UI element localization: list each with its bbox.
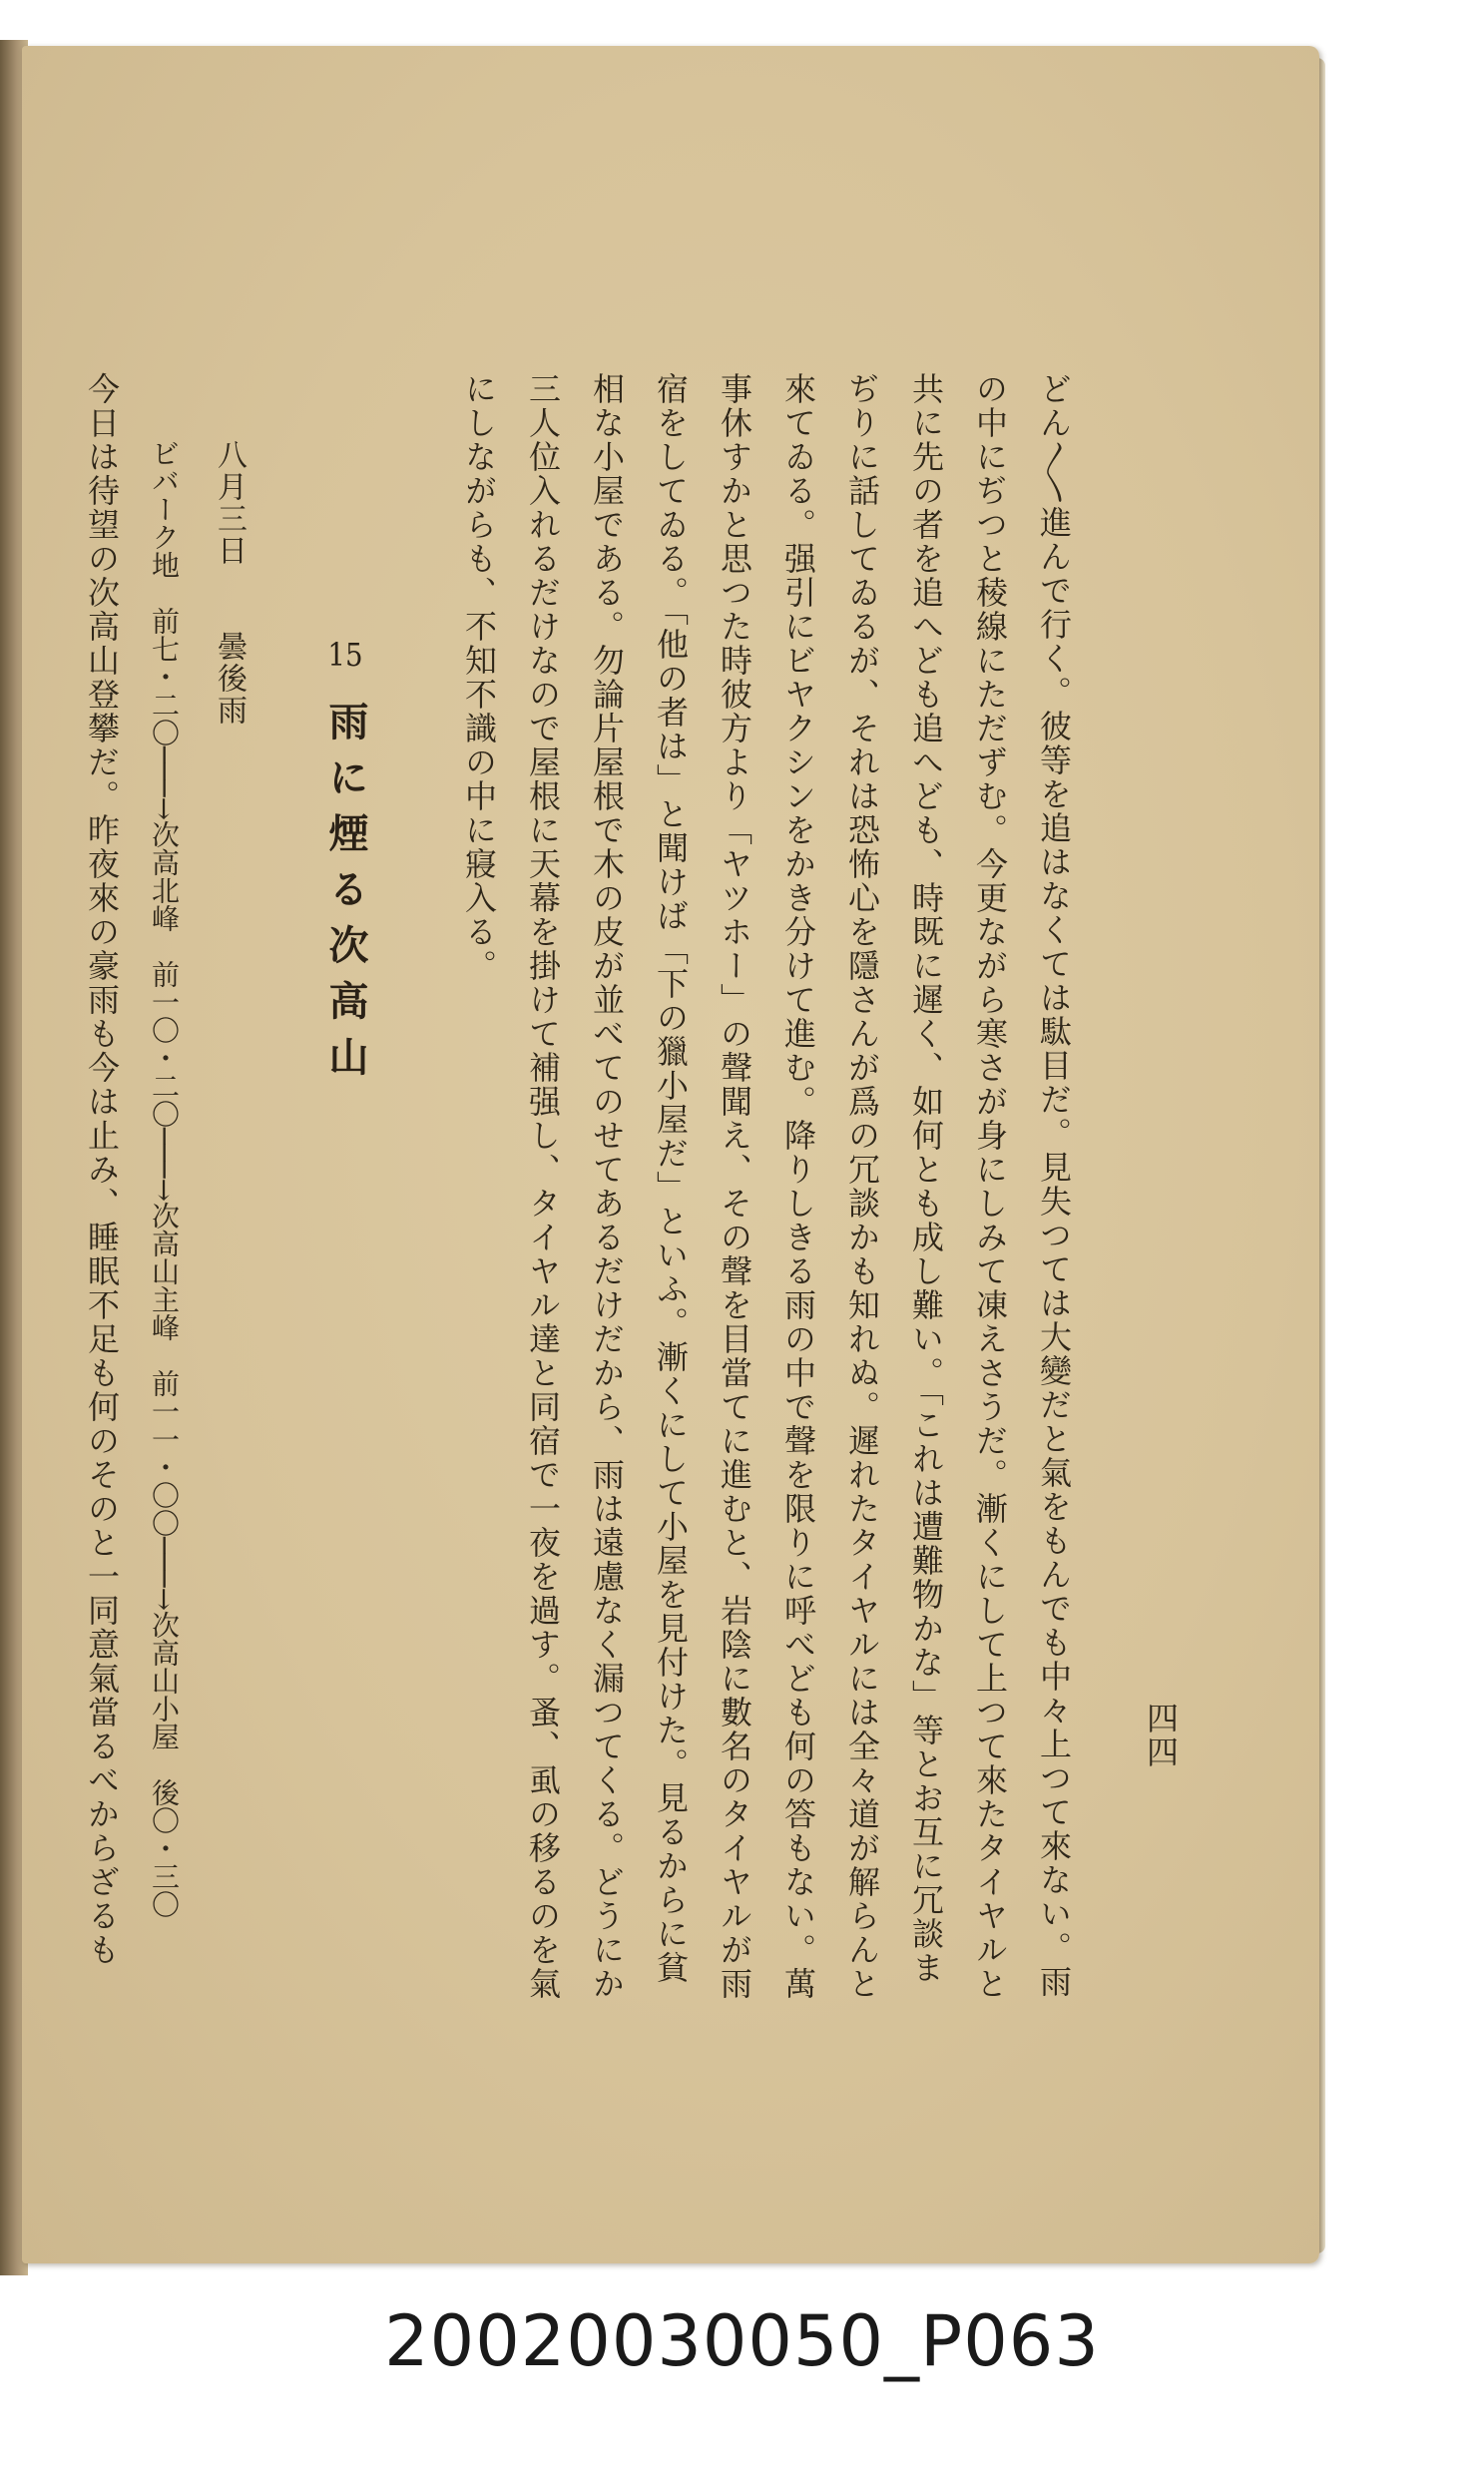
date-line: 八月三日 曇後雨 [212,439,247,727]
body-column: 宿をしてゐる。「他の者は」と聞けば「下の獵小屋だ」といふ。漸くにして小屋を見付けた。見るからに貧 [652,372,690,1985]
body-column: 相な小屋である。勿論片屋根で木の皮が並べてのせてあるだけだから、雨は遠慮なく漏つてくる。どうにか [588,372,626,2001]
section-heading [317,639,374,1092]
body-column: 共に先の者を追へども追へども、時既に遲く、如何とも成し難い。「これは遭難物かな」等とお互に冗談ま [907,372,945,1985]
image-caption: 20020030050_P063 [384,2300,1100,2382]
body-column: 今日は待望の次高山登攀だ。昨夜來の豪雨も今は止み、睡眠不足も何のそのと一同意氣當るべからざるも [83,372,121,1967]
body-column: 三人位入れるだけなので屋根に天幕を掛けて補强し、タイヤル達と同宿で一夜を過す。蚤、虱の移るのを氣 [524,372,562,2001]
section-number: 15 [327,639,363,671]
body-column: にしながらも、不知不識の中に寢入る。 [460,372,498,983]
body-column: ぢりに話してゐるが、それは恐怖心を隱さんが爲の冗談かも知れぬ。遲れたタイヤルには全々道が解らんと [843,372,881,2001]
section-title: 雨に煙る次高山 [322,701,369,1092]
body-column: 事休すかと思つた時彼方より「ヤツホー」の聲聞え、その聲を目當てに進むと、岩陰に數名のタイヤルが雨 [716,372,753,2001]
body-column: の中にぢつと稜線にただずむ。今更ながら寒さが身にしみて凍えさうだ。漸くにして上つて來たタイヤルと [971,372,1009,2001]
page-number: 四四 [1142,1702,1180,1769]
route-line: ビバーク地 前七・二〇───→次高北峰 前一〇・二〇───→次高山主峰 前一一・〇〇───→次高山小屋 後〇・三〇 [148,439,181,1919]
body-column: どん〳〵進んで行く。彼等を追はなくては駄目だ。見失つては大變だと氣をもんでも中々上つて來ない。雨 [1035,372,1073,1999]
body-column: 來てゐる。强引にビヤクシンをかき分けて進む。降りしきる雨の中で聲を限りに呼べども何の答もない。萬 [779,372,817,2001]
